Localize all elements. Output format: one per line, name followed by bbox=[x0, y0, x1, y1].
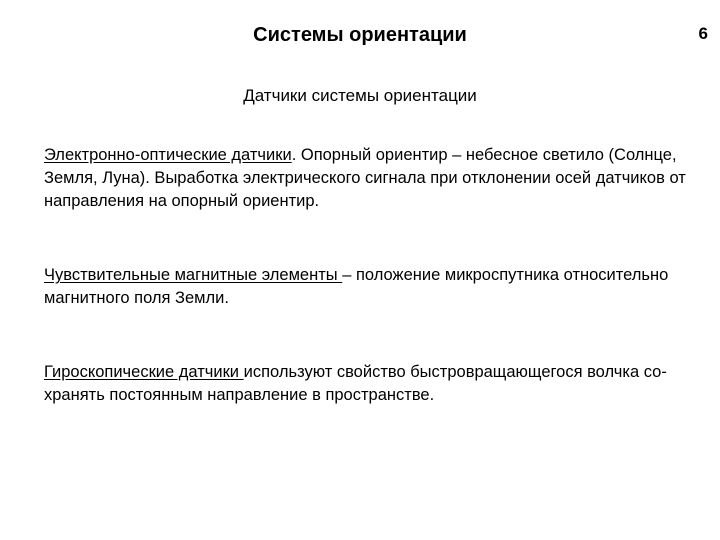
paragraph-electro-optical bbox=[44, 144, 694, 213]
term-magnetic-elements: Чувствительные магнитные элементы bbox=[44, 266, 343, 284]
slide-subtitle: Датчики системы ориентации bbox=[243, 86, 477, 105]
page-number: 6 bbox=[698, 24, 708, 43]
term-electro-optical-sensors: Электронно-оптические датчики bbox=[44, 146, 292, 164]
term-gyroscopic-sensors: Гироскопические датчики bbox=[44, 363, 244, 381]
paragraph-magnetic bbox=[44, 264, 694, 310]
paragraph-text: . Опорный ориентир – небесное светило (Солнце, Земля, Луна). Выработка электрического сигнала при отклонении осей датчиков от направления на опорный ориентир. bbox=[44, 146, 686, 210]
slide-title: Системы ориентации bbox=[253, 24, 467, 46]
paragraph-text: – положение микроспутника относительно магнитного поля Земли. bbox=[44, 266, 669, 307]
paragraph-gyroscopic bbox=[44, 361, 694, 407]
paragraph-text: используют свойство быстровращающегося волчка со-хранять постоянным направление в пространстве. bbox=[44, 363, 667, 404]
